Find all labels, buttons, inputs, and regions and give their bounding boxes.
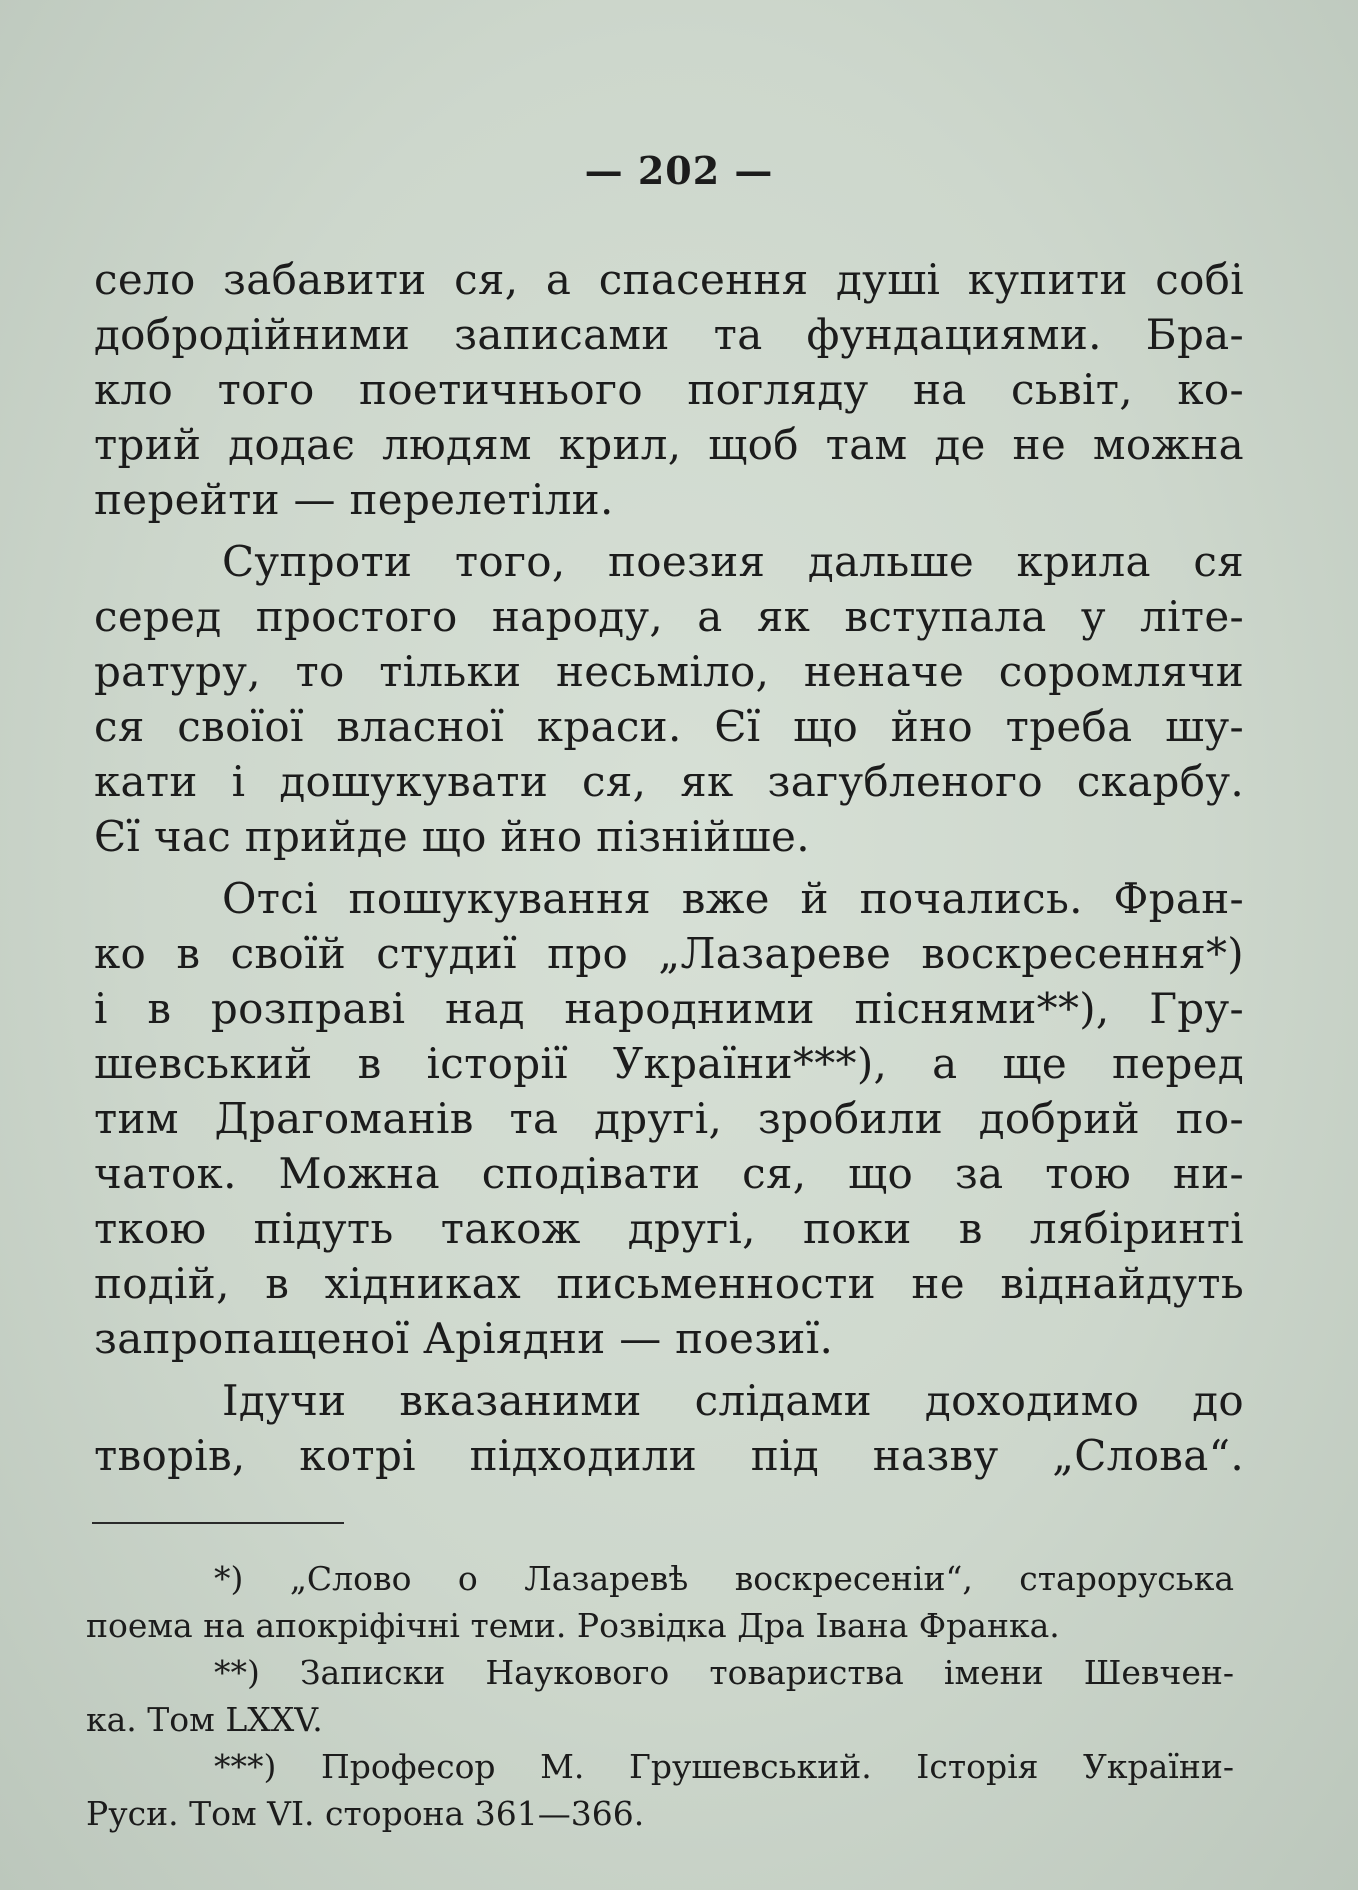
page-number: — 202 — [584, 148, 774, 193]
main-text [94, 252, 1244, 1483]
text-line: перейти — перелетіли. [94, 475, 614, 524]
footnotes [86, 1555, 1234, 1837]
text-line: Супроти того, поезия дальше крила ся [222, 537, 1244, 586]
text-line: ся своїої власної краси. Єї що йно треба шу- [94, 702, 1244, 751]
text-line: шевський в історії України***), а ще перед [94, 1039, 1244, 1088]
text-line: ратуру, то тільки несьміло, неначе соромлячи [94, 647, 1244, 696]
footnote-line: Руси. Том VI. сторона 361—366. [86, 1794, 645, 1833]
footnote-line: *) „Слово о Лазаревѣ воскресеніи“, староруська [214, 1559, 1234, 1598]
footnote-line: ка. Том LXXV. [86, 1700, 323, 1739]
text-line: творів, котрі підходили під назву „Слова“. [94, 1431, 1244, 1480]
footnote-line: ***) Професор М. Грушевський. Історія України- [214, 1747, 1234, 1786]
text-line: і в розправі над народними піснями**), Гру- [94, 984, 1244, 1033]
text-line: серед простого народу, а як вступала у літе- [94, 592, 1244, 641]
text-line: Єї час прийде що йно пізнійше. [94, 812, 810, 861]
text-line: кати і дошукувати ся, як загубленого скарбу. [94, 757, 1244, 806]
text-line: кло того поетичнього погляду на сьвіт, ко- [94, 365, 1244, 414]
footnote-1 [86, 1555, 1234, 1649]
text-line: ко в своїй студиї про „Лазареве воскресення*) [94, 929, 1244, 978]
text-line: трий додає людям крил, щоб там де не можна [94, 420, 1244, 469]
paragraph-4 [94, 1373, 1244, 1483]
footnote-2 [86, 1649, 1234, 1743]
text-line: тим Драгоманів та другі, зробили добрий по- [94, 1094, 1244, 1143]
text-line: Ідучи вказаними слідами доходимо до [222, 1376, 1244, 1425]
text-line: добродійними записами та фундациями. Бра- [94, 310, 1244, 359]
text-line: чаток. Можна сподівати ся, що за тою ни- [94, 1149, 1244, 1198]
text-line: село забавити ся, а спасення душі купити собі [94, 255, 1244, 304]
paragraph-1 [94, 252, 1244, 527]
text-line: запропащеної Аріядни — поезиї. [94, 1314, 834, 1363]
footnote-line: поема на апокріфічні теми. Розвідка Дра Івана Франка. [86, 1606, 1060, 1645]
footnote-line: **) Записки Наукового товариства імени Шевчен- [214, 1653, 1234, 1692]
text-line: Отсі пошукування вже й почались. Фран- [222, 874, 1244, 923]
text-line: ткою підуть також другі, поки в лябіринті [94, 1204, 1244, 1253]
paragraph-2 [94, 534, 1244, 864]
paragraph-3 [94, 871, 1244, 1366]
text-line: подій, в хідниках письменности не віднайдуть [94, 1259, 1244, 1308]
footnote-3 [86, 1743, 1234, 1837]
footnote-divider [92, 1522, 344, 1524]
